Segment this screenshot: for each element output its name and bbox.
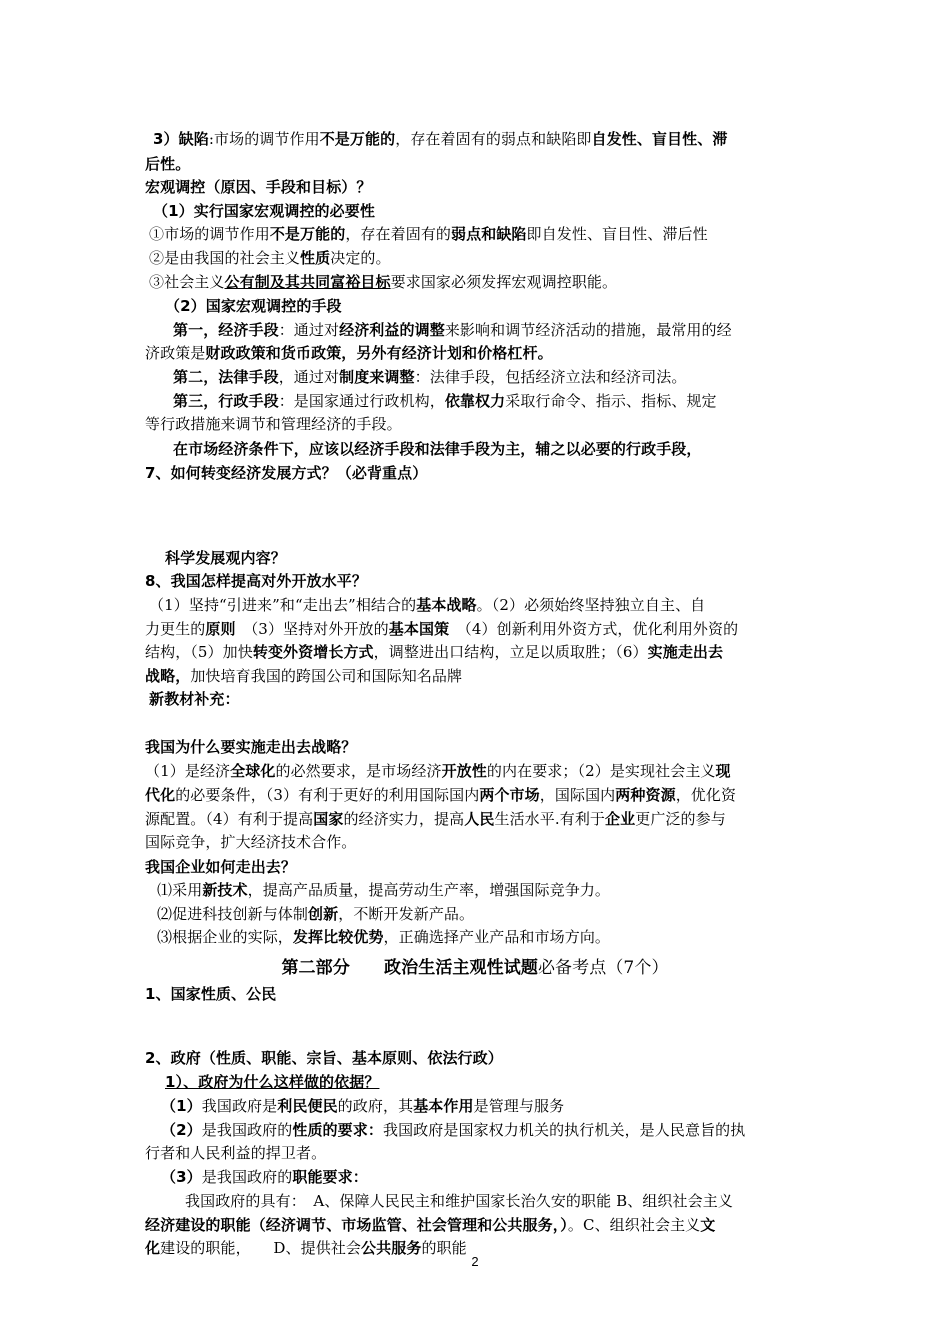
text-line (149, 687, 809, 711)
text-run: 创新 (308, 905, 339, 923)
text-run: 源配置。（4）有利于提高 (145, 810, 314, 828)
text-run: 战略， (145, 667, 191, 685)
text-run: ，正确选择产业产品和市场方向。 (383, 928, 611, 946)
text-line (145, 855, 805, 879)
text-run: 经济利益的调整 (339, 321, 445, 339)
text-line (157, 902, 817, 926)
text-line (165, 546, 825, 570)
text-line (173, 437, 833, 461)
text-run: 国家 (313, 810, 344, 828)
text-run: 是管理与服务 (473, 1097, 565, 1115)
text-run: 发挥比较优势 (292, 928, 384, 946)
text-run: 是我国政府的 (201, 1168, 293, 1186)
text-run: 经济建设的职能（经济调节、市场监管、社会管理和公共服务，） (145, 1216, 568, 1234)
text-run: 1、国家性质、公民 (145, 985, 277, 1003)
text-run: 第二，法律手段 (173, 368, 279, 386)
text-line (161, 1118, 821, 1142)
text-run: 基本战略 (416, 596, 477, 614)
text-line (145, 664, 805, 688)
text-run: 两个市场 (479, 786, 540, 804)
text-run: 转变外资增长方式 (252, 643, 374, 661)
text-run: ⑴采用 (157, 881, 203, 899)
text-line (173, 318, 833, 342)
text-line (145, 783, 805, 807)
text-run: 依靠权力 (444, 392, 506, 410)
text-run: 决定的。 (330, 249, 391, 267)
text-line (145, 640, 805, 664)
text-line (145, 956, 805, 980)
text-run: 公共服务 (361, 1239, 422, 1257)
text-run: 更广泛的参与 (635, 810, 726, 828)
text-line (145, 152, 805, 176)
text-run: 我国政府是 (201, 1097, 278, 1115)
text-run: ，国际国内 (539, 786, 616, 804)
text-run: 的政府，其 (337, 1097, 414, 1115)
text-run: 我国政府的具有： A、保障人民民主和维护国家长治久安的职能 B、组织社会主义 (185, 1192, 733, 1210)
text-run: 全球化 (230, 762, 276, 780)
text-run: ②是由我国的社会主义 (149, 249, 301, 267)
text-run: ，存在着固有的 (345, 225, 452, 243)
text-run: 性质的要求： (292, 1121, 383, 1139)
text-run: 后性。 (145, 155, 191, 173)
text-run: 两种资源 (615, 786, 676, 804)
text-run: （1） (161, 1097, 202, 1115)
text-run: ①市场的调节作用 (149, 225, 270, 243)
page-number: 2 (471, 1254, 479, 1269)
text-line (145, 1046, 805, 1070)
text-line (149, 222, 809, 246)
text-run: 我国企业如何走出去？ (145, 858, 297, 876)
text-run: 开放性 (441, 762, 487, 780)
text-run: （3）坚持对外开放的 (235, 620, 389, 638)
text-line (157, 925, 817, 949)
text-line (173, 389, 833, 413)
text-line (145, 735, 805, 759)
text-run: 7、如何转变经济发展方式？（必背重点） (145, 464, 428, 482)
text-run: 化 (145, 1239, 161, 1257)
text-run: 原则 (205, 620, 236, 638)
text-run: 宏观调控（原因、手段和目标）？ (145, 178, 372, 196)
text-line (157, 878, 817, 902)
text-run: （1）坚持“引进来”和“走出去”相结合的 (149, 596, 417, 614)
text-run: 2、政府（性质、职能、宗旨、基本原则、依法行政） (145, 1049, 503, 1067)
text-line (161, 1094, 821, 1118)
text-run: 的必要条件，（3）有利于更好的利用国际国内 (175, 786, 480, 804)
text-run: 采取行命令、指示、指标、规定 (505, 392, 717, 410)
text-line (145, 569, 805, 593)
text-run: 新技术 (202, 881, 248, 899)
text-run: （1）实行国家宏观调控的必要性 (153, 202, 375, 220)
text-run: （2）国家宏观调控的手段 (165, 297, 342, 315)
text-run: 加快培育我国的跨国公司和国际知名品牌 (190, 667, 463, 685)
text-run: ⑶根据企业的实际， (157, 928, 293, 946)
text-run: 公有制及其共同富裕目标 (224, 273, 391, 291)
text-run: 现 (715, 762, 731, 780)
text-run: 我国为什么要实施走出去战略？ (145, 738, 357, 756)
text-run: ：法律手段，包括经济立法和经济司法。 (414, 368, 687, 386)
text-run: 的必然要求，是市场经济 (275, 762, 442, 780)
text-run: 利民便民 (277, 1097, 338, 1115)
text-run: ③社会主义 (149, 273, 225, 291)
text-line (153, 127, 813, 151)
text-line (145, 412, 805, 436)
text-run: 代化 (145, 786, 176, 804)
text-run: 实施走出去 (647, 643, 724, 661)
text-run: 。C、组织社会主义 (567, 1216, 701, 1234)
text-run: 制度来调整 (339, 368, 415, 386)
text-line (145, 807, 805, 831)
text-run: 建设的职能， D、提供社会 (160, 1239, 362, 1257)
text-line (145, 982, 805, 1006)
text-run: 新教材补充： (149, 690, 240, 708)
text-run: 企业 (605, 810, 636, 828)
text-run: 自发性、盲目性、滞 (591, 130, 728, 148)
text-run: 文 (700, 1216, 716, 1234)
text-line (145, 759, 805, 783)
text-run: 济政策是 (145, 344, 206, 362)
text-line (145, 175, 805, 199)
text-run: （2） (161, 1121, 202, 1139)
text-run: 的内在要求；（2）是实现社会主义 (486, 762, 716, 780)
text-line (149, 270, 809, 294)
text-line (165, 1070, 825, 1094)
text-line (145, 341, 805, 365)
text-run: 要求国家必须发挥宏观调控职能。 (390, 273, 618, 291)
text-line (145, 617, 805, 641)
text-run: 1）、政府为什么这样做的依据？ (165, 1073, 380, 1091)
text-line (145, 830, 805, 854)
text-run: 即自发性、盲目性、滞后性 (526, 225, 708, 243)
text-run: 8、我国怎样提高对外开放水平？ (145, 572, 367, 590)
text-run: 基本国策 (388, 620, 450, 638)
text-run: （4）创新利用外资方式，优化利用外资的 (449, 620, 739, 638)
text-run: 不是万能的 (319, 130, 396, 148)
text-run: 科学发展观内容？ (165, 549, 286, 567)
text-run: 第一，经济手段 (173, 321, 279, 339)
text-line (145, 1213, 805, 1237)
text-run: 必备考点（7个） (537, 958, 669, 978)
text-run: 生活水平.有利于 (494, 810, 606, 828)
text-line (185, 1189, 845, 1213)
text-line (173, 365, 833, 389)
text-run: 职能要求： (292, 1168, 368, 1186)
text-run: 第二部分 政治生活主观性试题 (281, 958, 538, 978)
text-run: ：通过对 (278, 321, 340, 339)
text-run: ，提高产品质量，提高劳动生产率，增强国际竞争力。 (247, 881, 611, 899)
text-run: 行者和人民利益的捍卫者。 (145, 1144, 327, 1162)
text-run: 人民 (464, 810, 495, 828)
text-run: 我国政府是国家权力机关的执行机关，是人民意旨的执 (382, 1121, 746, 1139)
text-run: ⑵促进科技创新与体制 (157, 905, 309, 923)
text-line (145, 1141, 805, 1165)
text-run: ，不断开发新产品。 (338, 905, 475, 923)
text-run: 3）缺陷 (153, 130, 209, 148)
text-run: ，调整进出口结构，立足以质取胜；（6） (373, 643, 648, 661)
text-run: （3） (161, 1168, 202, 1186)
text-run: ，通过对 (278, 368, 340, 386)
text-run: （1）是经济 (145, 762, 231, 780)
text-run: ，优化资 (675, 786, 737, 804)
text-run: 不是万能的 (269, 225, 346, 243)
text-run: :市场的调节作用 (208, 130, 320, 148)
text-line (149, 246, 809, 270)
text-run: 等行政措施来调节和管理经济的手段。 (145, 415, 402, 433)
text-line (165, 294, 825, 318)
text-run: 是我国政府的 (201, 1121, 293, 1139)
text-run: 基本作用 (413, 1097, 474, 1115)
text-line (145, 461, 805, 485)
text-run: 力更生的 (145, 620, 206, 638)
text-run: ，存在着固有的弱点和缺陷即 (395, 130, 592, 148)
text-run: 第三，行政手段 (173, 392, 279, 410)
text-run: 结构，（5）加快 (145, 643, 253, 661)
text-run: 弱点和缺陷 (451, 225, 527, 243)
text-run: 。（2）必须始终坚持独立自主、自 (476, 596, 706, 614)
text-run: 来影响和调节经济活动的措施，最常用的经 (444, 321, 732, 339)
text-line (149, 593, 809, 617)
text-line (153, 199, 813, 223)
text-run: ：是国家通过行政机构， (278, 392, 445, 410)
text-run: 的经济实力，提高 (343, 810, 465, 828)
text-run: 的职能 (421, 1239, 467, 1257)
text-run: 财政政策和货币政策，另外有经济计划和价格杠杆。 (205, 344, 553, 362)
text-run: 国际竞争，扩大经济技术合作。 (145, 833, 357, 851)
text-run: 在市场经济条件下，应该以经济手段和法律手段为主，辅之以必要的行政手段， (173, 440, 702, 458)
text-line (161, 1165, 821, 1189)
text-run: 性质 (300, 249, 331, 267)
